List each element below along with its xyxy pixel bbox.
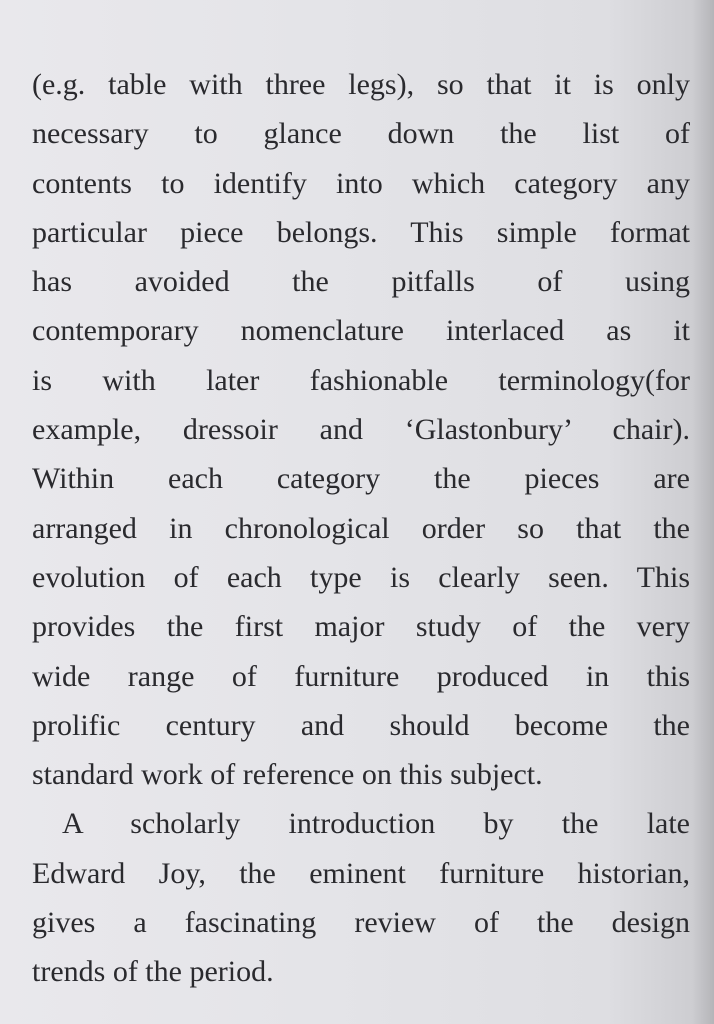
text-line: prolific century and should become the [32, 708, 690, 742]
paragraph-end-line: standard work of reference on this subject. [32, 758, 543, 792]
text-line: contents to identify into which category any [32, 166, 690, 200]
text-line: has avoided the pitfalls of using [32, 265, 690, 299]
text-line: particular piece belongs. This simple format [32, 215, 690, 249]
text-line: contemporary nomenclature interlaced as it [32, 314, 690, 348]
text-line: gives a fascinating review of the design [32, 906, 690, 940]
body-text [32, 60, 690, 997]
text-line: necessary to glance down the list of [32, 117, 690, 151]
text-line: wide range of furniture produced in this [32, 659, 690, 693]
text-line: arranged in chronological order so that the [32, 511, 690, 545]
text-line: example, dressoir and ‘Glastonbury’ chair). [32, 413, 690, 447]
paragraph-end-line: trends of the period. [32, 955, 274, 989]
page-edge-shadow [692, 0, 714, 1024]
text-line: is with later fashionable terminology(for [32, 363, 690, 397]
text-line: (e.g. table with three legs), so that it is only [32, 68, 690, 101]
text-line: evolution of each type is clearly seen. This [32, 560, 690, 594]
text-line: provides the first major study of the very [32, 610, 690, 644]
paragraph-start-line: A scholarly introduction by the late [62, 807, 690, 841]
text-line: Edward Joy, the eminent furniture historian, [32, 856, 690, 890]
text-line: Within each category the pieces are [32, 462, 690, 496]
